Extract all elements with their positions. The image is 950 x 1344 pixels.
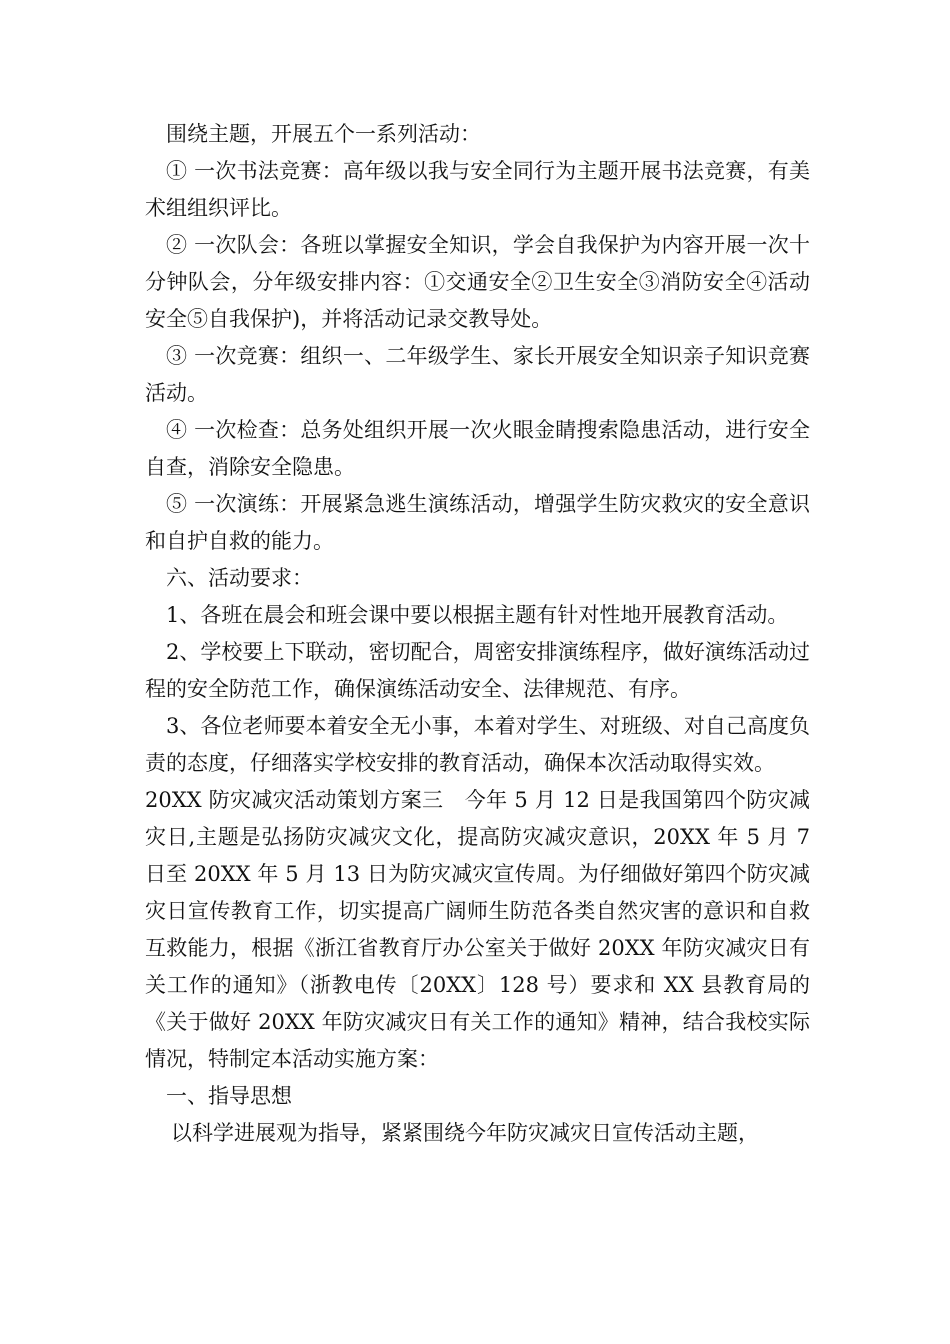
- paragraph-plan-three: 20XX 防灾减灾活动策划方案三 今年 5 月 12 日是我国第四个防灾减灾日,主题是弘扬防灾减灾文化，提高防灾减灾意识，20XX 年 5 月 7 日至 20XX 年 5 月 13 日为防灾减灾宣传周。为仔细做好第四个防灾减灾日宣传教育工作，切实提高广阔师生防范各类自然灾害的意识和自救互救能力，根据《浙江省教育厅办公室关于做好 20XX 年防灾减灾日有关工作的通知》（浙教电传〔20XX〕128 号）要求和 XX 县教育局的《关于做好 20XX 年防灾减灾日有关工作的通知》精神，结合我校实际情况，特制定本活动实施方案：: [145, 788, 810, 1071]
- paragraph-item-1: ① 一次书法竞赛：高年级以我与安全同行为主题开展书法竞赛，有美术组组织评比。: [145, 159, 810, 220]
- paragraph-requirement-3: 3、各位老师要本着安全无小事，本着对学生、对班级、对自己高度负责的态度，仔细落实学校安排的教育活动，确保本次活动取得实效。: [145, 714, 810, 775]
- paragraph-item-2: ② 一次队会：各班以掌握安全知识，学会自我保护为内容开展一次十分钟队会，分年级安排内容：①交通安全②卫生安全③消防安全④活动安全⑤自我保护)，并将活动记录交教导处。: [145, 233, 810, 331]
- section-heading-requirements: 六、活动要求：: [166, 566, 313, 590]
- paragraph-item-4: ④ 一次检查：总务处组织开展一次火眼金睛搜索隐患活动，进行安全自查，消除安全隐患。: [145, 418, 810, 479]
- paragraph-guiding-thought: 以科学进展观为指导，紧紧围绕今年防灾减灾日宣传活动主题，: [171, 1121, 759, 1145]
- document-body: [145, 116, 810, 1152]
- paragraph-requirement-1: 1、各班在晨会和班会课中要以根据主题有针对性地开展教育活动。: [166, 603, 789, 627]
- paragraph-requirement-2: 2、学校要上下联动，密切配合，周密安排演练程序，做好演练活动过程的安全防范工作，确保演练活动安全、法律规范、有序。: [145, 640, 810, 701]
- paragraph-intro: 围绕主题，开展五个一系列活动：: [166, 122, 481, 146]
- paragraph-item-5: ⑤ 一次演练：开展紧急逃生演练活动，增强学生防灾救灾的安全意识和自护自救的能力。: [145, 492, 810, 553]
- section-heading-guiding-thought: 一、指导思想: [166, 1084, 292, 1108]
- paragraph-item-3: ③ 一次竞赛：组织一、二年级学生、家长开展安全知识亲子知识竞赛活动。: [145, 344, 810, 405]
